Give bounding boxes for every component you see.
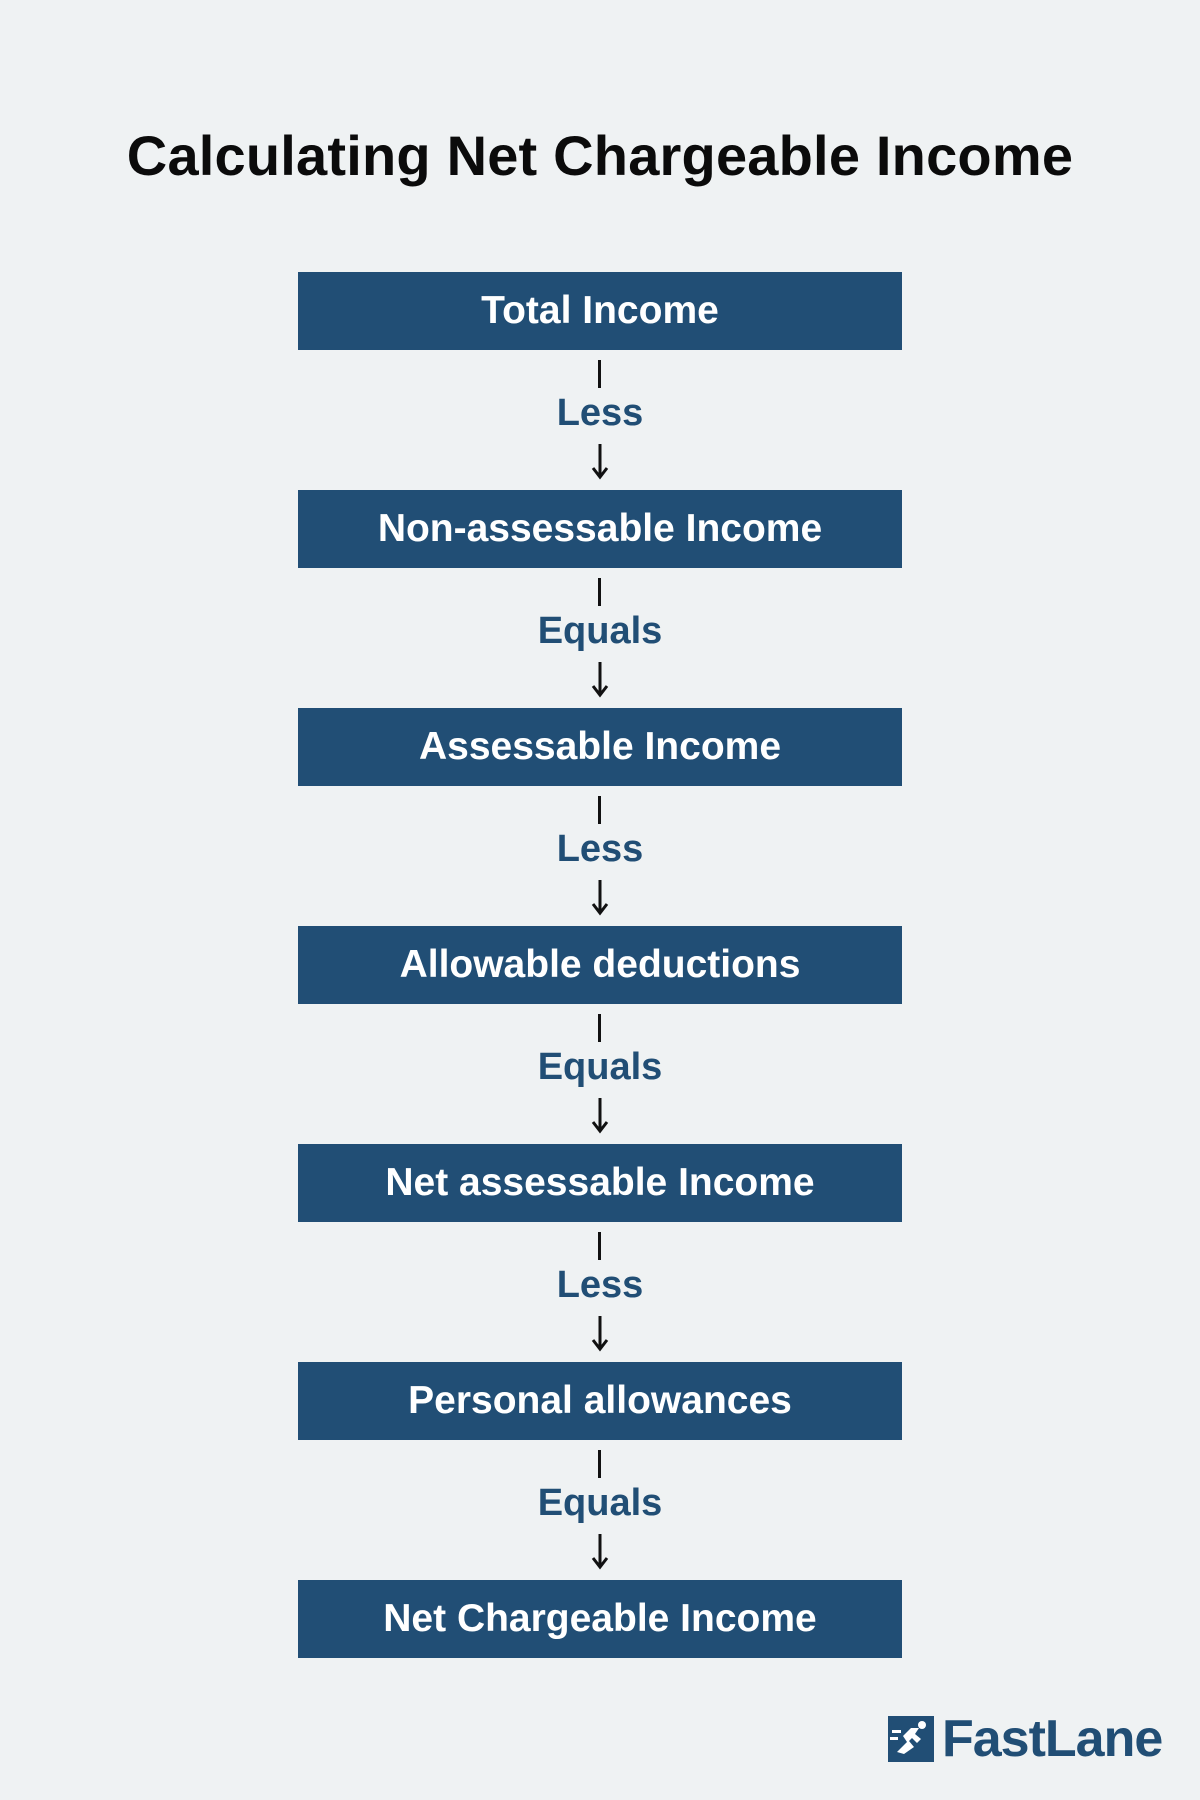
operator-label: Equals bbox=[537, 610, 663, 652]
operator-label: Equals bbox=[537, 1046, 663, 1088]
down-arrow-icon bbox=[590, 662, 610, 698]
connector bbox=[500, 568, 700, 708]
connector-line bbox=[598, 1450, 601, 1478]
connector-line bbox=[598, 360, 601, 388]
brand-logo bbox=[888, 1710, 1163, 1768]
connector bbox=[500, 786, 700, 926]
down-arrow-icon bbox=[590, 444, 610, 480]
step-box-net-chargeable-income bbox=[298, 1580, 902, 1658]
step-label: Personal allowances bbox=[408, 1379, 792, 1422]
page-title: Calculating Net Chargeable Income bbox=[126, 124, 1074, 187]
step-box-assessable-income bbox=[298, 708, 902, 786]
connector-line bbox=[598, 796, 601, 824]
down-arrow-icon bbox=[590, 1098, 610, 1134]
operator-label: Equals bbox=[537, 1482, 663, 1524]
step-box-non-assessable-income bbox=[298, 490, 902, 568]
step-box-personal-allowances bbox=[298, 1362, 902, 1440]
step-label: Allowable deductions bbox=[399, 943, 801, 986]
operator-label: Less bbox=[556, 828, 644, 870]
step-box-net-assessable-income bbox=[298, 1144, 902, 1222]
step-label: Assessable Income bbox=[418, 725, 782, 768]
connector bbox=[500, 1222, 700, 1362]
step-box-total-income bbox=[298, 272, 902, 350]
operator-label: Less bbox=[556, 392, 644, 434]
brand-name: FastLane bbox=[942, 1710, 1163, 1768]
connector-line bbox=[598, 1232, 601, 1260]
connector-line bbox=[598, 578, 601, 606]
step-label: Total Income bbox=[481, 289, 719, 332]
connector bbox=[500, 1004, 700, 1144]
connector bbox=[500, 350, 700, 490]
step-label: Net Chargeable Income bbox=[383, 1597, 817, 1640]
step-label: Non-assessable Income bbox=[377, 507, 823, 550]
down-arrow-icon bbox=[590, 1534, 610, 1570]
step-box-allowable-deductions bbox=[298, 926, 902, 1004]
down-arrow-icon bbox=[590, 1316, 610, 1352]
step-label: Net assessable Income bbox=[385, 1161, 815, 1204]
fastlane-runner-icon bbox=[888, 1716, 934, 1762]
connector-line bbox=[598, 1014, 601, 1042]
operator-label: Less bbox=[556, 1264, 644, 1306]
connector bbox=[500, 1440, 700, 1580]
down-arrow-icon bbox=[590, 880, 610, 916]
